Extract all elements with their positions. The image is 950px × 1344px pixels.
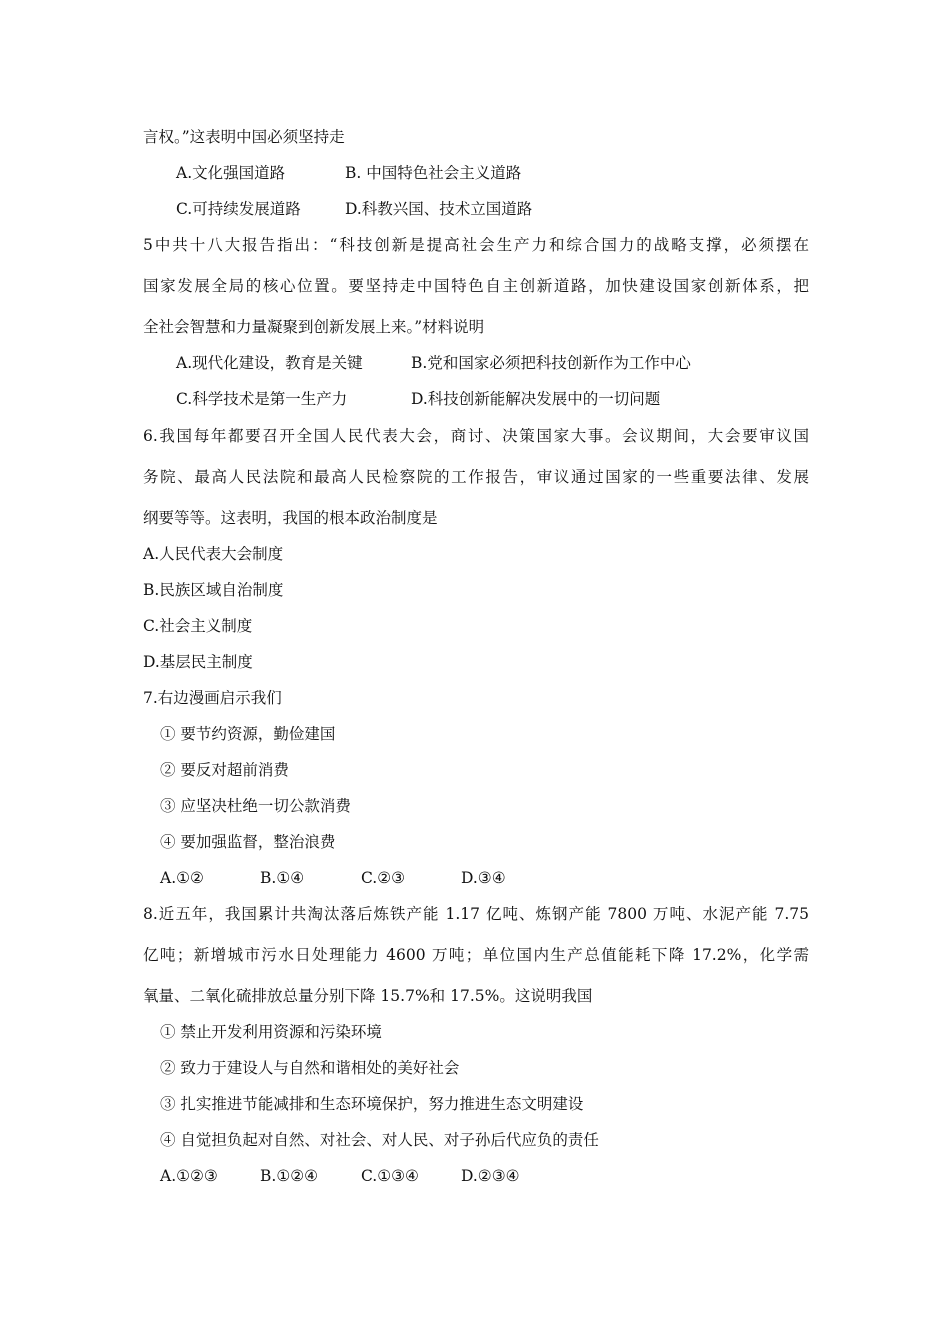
q8-item-2: ② 致力于建设人与自然和谐相处的美好社会 xyxy=(160,1059,460,1077)
q6-option-d: D.基层民主制度 xyxy=(143,653,253,671)
q4-option-d: D.科教兴国、技术立国道路 xyxy=(345,200,533,218)
q4-stem-end: 言权。”这表明中国必须坚持走 xyxy=(143,128,345,146)
q8-option-c: C.①③④ xyxy=(361,1167,419,1185)
q6-stem-line-1: 6.我国每年都要召开全国人民代表大会，商讨、决策国家大事。会议期间，大会要审议国 xyxy=(143,427,809,445)
q7-item-2: ② 要反对超前消费 xyxy=(160,761,289,779)
q8-option-a: A.①②③ xyxy=(160,1167,218,1185)
q4-option-a: A.文化强国道路 xyxy=(176,164,286,182)
q6-option-c: C.社会主义制度 xyxy=(143,617,253,635)
q5-stem-line-2: 国家发展全局的核心位置。要坚持走中国特色自主创新道路，加快建设国家创新体系，把 xyxy=(143,277,809,295)
q6-option-a: A.人民代表大会制度 xyxy=(143,545,284,563)
q5-stem-line-3: 全社会智慧和力量凝聚到创新发展上来。”材料说明 xyxy=(143,318,485,336)
q7-stem: 7.右边漫画启示我们 xyxy=(143,689,282,707)
q8-option-b: B.①②④ xyxy=(260,1167,319,1185)
q6-stem-line-2: 务院、最高人民法院和最高人民检察院的工作报告，审议通过国家的一些重要法律、发展 xyxy=(143,468,809,486)
q4-option-b: B. 中国特色社会主义道路 xyxy=(345,164,522,182)
q5-option-b: B.党和国家必须把科技创新作为工作中心 xyxy=(411,354,691,372)
q8-item-3: ③ 扎实推进节能减排和生态环境保护，努力推进生态文明建设 xyxy=(160,1095,584,1113)
q7-item-3: ③ 应坚决杜绝一切公款消费 xyxy=(160,797,351,815)
q7-option-d: D.③④ xyxy=(461,869,506,887)
q6-stem-line-3: 纲要等等。这表明，我国的根本政治制度是 xyxy=(143,509,438,527)
q8-item-1: ① 禁止开发利用资源和污染环境 xyxy=(160,1023,382,1041)
q7-item-4: ④ 要加强监督，整治浪费 xyxy=(160,833,336,851)
q7-option-a: A.①② xyxy=(160,869,204,887)
q8-stem-line-3: 氧量、二氧化硫排放总量分别下降 15.7%和 17.5%。这说明我国 xyxy=(143,987,593,1005)
q5-option-d: D.科技创新能解决发展中的一切问题 xyxy=(411,390,661,408)
q8-item-4: ④ 自觉担负起对自然、对社会、对人民、对子孙后代应负的责任 xyxy=(160,1131,599,1149)
q5-option-a: A.现代化建设，教育是关键 xyxy=(176,354,363,372)
q6-option-b: B.民族区域自治制度 xyxy=(143,581,284,599)
q8-stem-line-2: 亿吨；新增城市污水日处理能力 4600 万吨；单位国内生产总值能耗下降 17.2%，化学需 xyxy=(143,946,809,964)
q4-option-c: C.可持续发展道路 xyxy=(176,200,301,218)
q7-option-b: B.①④ xyxy=(260,869,305,887)
q5-stem-line-1: 5中共十八大报告指出：“科技创新是提高社会生产力和综合国力的战略支撑，必须摆在 xyxy=(143,236,809,254)
q7-option-c: C.②③ xyxy=(361,869,406,887)
q8-option-d: D.②③④ xyxy=(461,1167,520,1185)
q8-stem-line-1: 8.近五年，我国累计共淘汰落后炼铁产能 1.17 亿吨、炼钢产能 7800 万吨、水泥产能 7.75 xyxy=(143,905,809,923)
q7-item-1: ① 要节约资源，勤俭建国 xyxy=(160,725,336,743)
q5-option-c: C.科学技术是第一生产力 xyxy=(176,390,348,408)
